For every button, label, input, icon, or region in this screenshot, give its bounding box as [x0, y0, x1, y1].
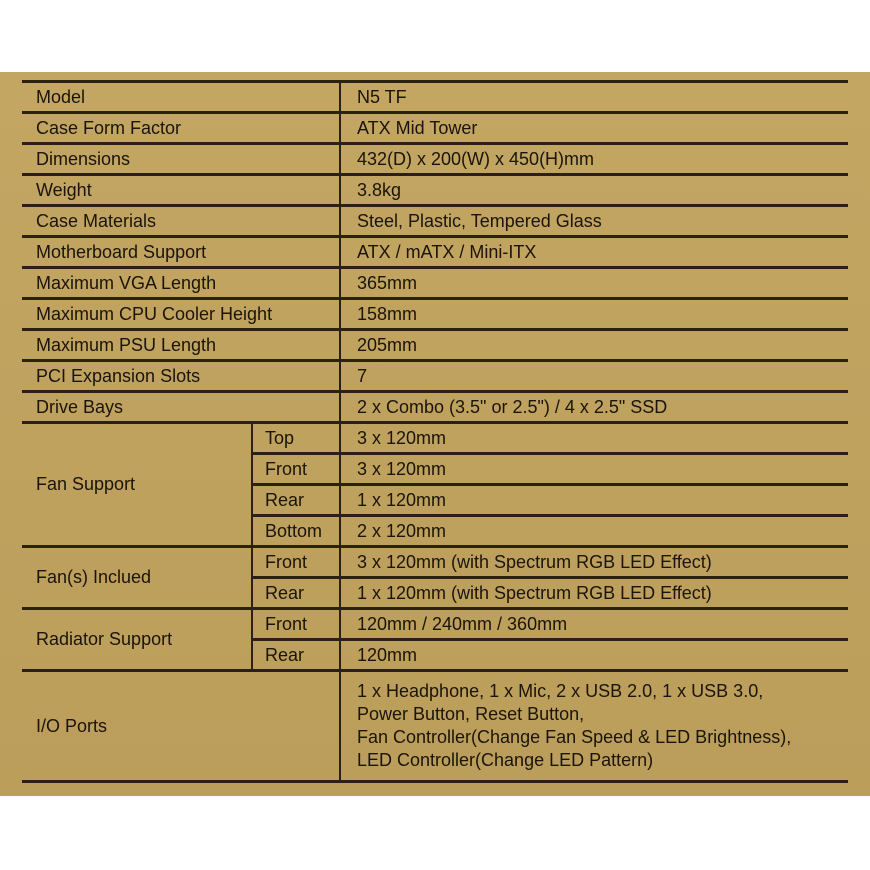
spec-label: Case Form Factor [22, 113, 340, 144]
table-row [22, 392, 848, 423]
spec-label: Drive Bays [22, 392, 340, 423]
table-row [22, 82, 848, 113]
table-row [22, 330, 848, 361]
table-row [22, 609, 848, 640]
fan-value: 1 x 120mm (with Spectrum RGB LED Effect) [340, 578, 848, 609]
table-row [22, 268, 848, 299]
table-row [22, 175, 848, 206]
spec-value: 3.8kg [340, 175, 848, 206]
fan-position: Top [252, 423, 340, 454]
fan-value: 2 x 120mm [340, 516, 848, 547]
fan-position: Front [252, 547, 340, 578]
fan-position: Front [252, 454, 340, 485]
fan-position: Rear [252, 578, 340, 609]
io-ports-line: Power Button, Reset Button, [357, 704, 585, 724]
table-row [22, 237, 848, 268]
radiator-position: Front [252, 609, 340, 640]
fans-included-label: Fan(s) Inclued [22, 547, 252, 609]
io-ports-line: Fan Controller(Change Fan Speed & LED Brightness), [357, 727, 792, 747]
fan-support-label: Fan Support [22, 423, 252, 547]
io-ports-line: LED Controller(Change LED Pattern) [357, 750, 654, 770]
table-row [22, 361, 848, 392]
spec-value: N5 TF [340, 82, 848, 113]
spec-value: 2 x Combo (3.5" or 2.5") / 4 x 2.5" SSD [340, 392, 848, 423]
table-row [22, 113, 848, 144]
spec-value: 365mm [340, 268, 848, 299]
table-row [22, 206, 848, 237]
io-ports-label: I/O Ports [22, 671, 340, 782]
radiator-position: Rear [252, 640, 340, 671]
spec-label: Maximum VGA Length [22, 268, 340, 299]
table-row [22, 423, 848, 454]
spec-value: 158mm [340, 299, 848, 330]
fan-value: 3 x 120mm (with Spectrum RGB LED Effect) [340, 547, 848, 578]
table-row [22, 144, 848, 175]
spec-label: Dimensions [22, 144, 340, 175]
spec-value: ATX Mid Tower [340, 113, 848, 144]
table-row [22, 671, 848, 782]
fan-position: Rear [252, 485, 340, 516]
fan-value: 1 x 120mm [340, 485, 848, 516]
specification-table [22, 80, 848, 783]
fan-position: Bottom [252, 516, 340, 547]
spec-label: Case Materials [22, 206, 340, 237]
radiator-support-label: Radiator Support [22, 609, 252, 671]
spec-label: PCI Expansion Slots [22, 361, 340, 392]
spec-value: 7 [340, 361, 848, 392]
radiator-value: 120mm / 240mm / 360mm [340, 609, 848, 640]
spec-label: Motherboard Support [22, 237, 340, 268]
spec-value: 432(D) x 200(W) x 450(H)mm [340, 144, 848, 175]
spec-value: 205mm [340, 330, 848, 361]
io-ports-line: 1 x Headphone, 1 x Mic, 2 x USB 2.0, 1 x USB 3.0, [357, 681, 764, 701]
spec-label: Maximum PSU Length [22, 330, 340, 361]
fan-value: 3 x 120mm [340, 454, 848, 485]
spec-value: Steel, Plastic, Tempered Glass [340, 206, 848, 237]
table-row [22, 299, 848, 330]
spec-label: Model [22, 82, 340, 113]
table-row [22, 547, 848, 578]
fan-value: 3 x 120mm [340, 423, 848, 454]
spec-label: Weight [22, 175, 340, 206]
spec-label: Maximum CPU Cooler Height [22, 299, 340, 330]
radiator-value: 120mm [340, 640, 848, 671]
spec-sheet [0, 72, 870, 796]
io-ports-value [340, 671, 848, 782]
spec-value: ATX / mATX / Mini-ITX [340, 237, 848, 268]
